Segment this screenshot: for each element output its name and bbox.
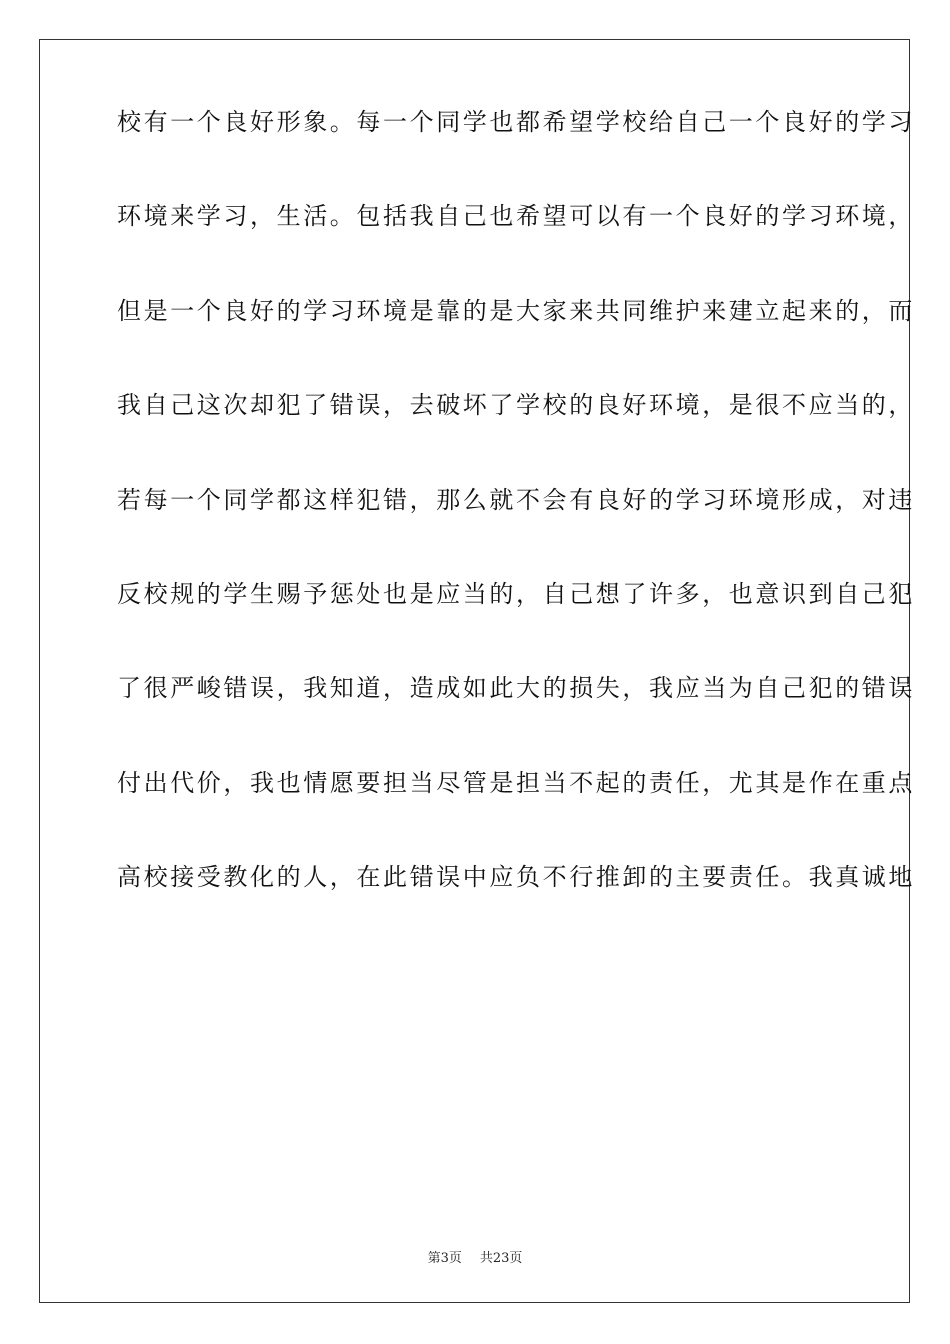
text-line-9: 高校接受教化的人，在此错误中应负不行推卸的主要责任。我真诚地 — [117, 863, 915, 892]
text-line-7: 了很严峻错误，我知道，造成如此大的损失，我应当为自己犯的错误 — [117, 674, 915, 703]
document-body — [117, 108, 915, 972]
text-line-6: 反校规的学生赐予惩处也是应当的，自己想了许多，也意识到自己犯 — [117, 579, 915, 608]
text-line-2: 环境来学习，生活。包括我自己也希望可以有一个良好的学习环境， — [117, 202, 915, 231]
text-line-1: 校有一个良好形象。每一个同学也都希望学校给自己一个良好的学习 — [117, 108, 915, 136]
page-total: 共23页 — [479, 1251, 523, 1266]
page-number: 第3页 — [427, 1251, 462, 1266]
text-line-3: 但是一个良好的学习环境是靠的是大家来共同维护来建立起来的，而 — [117, 296, 915, 325]
text-line-4: 我自己这次却犯了错误，去破坏了学校的良好环境，是很不应当的， — [117, 391, 915, 420]
text-line-8: 付出代价，我也情愿要担当尽管是担当不起的责任，尤其是作在重点 — [117, 768, 915, 797]
page-footer — [0, 1247, 950, 1266]
text-line-5: 若每一个同学都这样犯错，那么就不会有良好的学习环境形成，对违 — [117, 485, 915, 514]
